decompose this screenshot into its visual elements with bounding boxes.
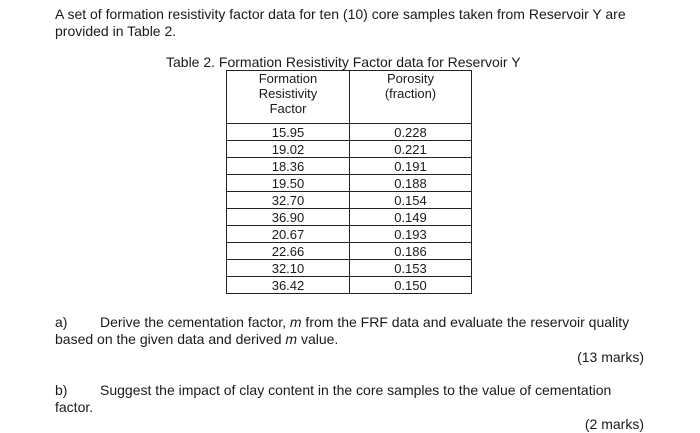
porosity-cell: 0.150 <box>350 277 472 294</box>
frf-cell: 19.50 <box>227 175 350 192</box>
porosity-cell: 0.153 <box>350 260 472 277</box>
question-b-label: b) <box>55 382 68 398</box>
intro-paragraph <box>55 6 626 40</box>
question-a-line-1 <box>55 314 629 331</box>
question-b-text: Suggest the impact of clay content in the core samples to the value of cementation <box>100 382 612 398</box>
table-row <box>227 209 472 226</box>
question-a-label: a) <box>55 314 68 330</box>
frf-cell: 36.90 <box>227 209 350 226</box>
table-row <box>227 192 472 209</box>
variable-m: m <box>285 331 298 347</box>
porosity-cell: 0.149 <box>350 209 472 226</box>
porosity-cell: 0.221 <box>350 141 472 158</box>
table-row <box>227 175 472 192</box>
frf-cell: 18.36 <box>227 158 350 175</box>
header-line: Porosity <box>387 71 434 86</box>
header-line: Resistivity <box>258 86 318 101</box>
table-row <box>227 243 472 260</box>
porosity-cell: 0.228 <box>350 124 472 141</box>
table-row <box>227 226 472 243</box>
porosity-cell: 0.186 <box>350 243 472 260</box>
question-a-text: from the FRF data and evaluate the reservoir quality <box>301 314 630 330</box>
question-a-marks: (13 marks) <box>577 349 644 365</box>
porosity-cell: 0.193 <box>350 226 472 243</box>
frf-cell: 19.02 <box>227 141 350 158</box>
frf-table <box>226 70 472 294</box>
intro-line-1: A set of formation resistivity factor data for ten (10) core samples taken from Reservoir Y are <box>55 6 626 22</box>
frf-cell: 36.42 <box>227 277 350 294</box>
header-line: (fraction) <box>384 86 437 101</box>
header-line: Factor <box>269 101 307 116</box>
question-a-text: Derive the cementation factor, <box>100 314 290 330</box>
header-formation-resistivity-factor <box>227 71 350 124</box>
frf-cell: 15.95 <box>227 124 350 141</box>
question-b-marks: (2 marks) <box>584 416 644 432</box>
table-row <box>227 124 472 141</box>
header-porosity <box>350 71 472 124</box>
header-line: Formation <box>258 71 318 86</box>
intro-line-2: provided in Table 2. <box>55 23 177 39</box>
frf-cell: 32.10 <box>227 260 350 277</box>
variable-m: m <box>289 314 302 330</box>
question-a-text: based on the given data and derived <box>55 331 286 347</box>
table-caption: Table 2. Formation Resistivity Factor data for Reservoir Y <box>166 54 521 70</box>
question-b-line-2: factor. <box>55 399 94 415</box>
table-row <box>227 141 472 158</box>
table-row <box>227 277 472 294</box>
table-header-row <box>227 71 472 124</box>
table-row <box>227 260 472 277</box>
porosity-cell: 0.154 <box>350 192 472 209</box>
frf-cell: 22.66 <box>227 243 350 260</box>
frf-cell: 32.70 <box>227 192 350 209</box>
porosity-cell: 0.188 <box>350 175 472 192</box>
question-a-line-2 <box>55 331 338 348</box>
porosity-cell: 0.191 <box>350 158 472 175</box>
frf-cell: 20.67 <box>227 226 350 243</box>
table-row <box>227 158 472 175</box>
question-b-line-1 <box>55 382 611 399</box>
question-a-text: value. <box>297 331 339 347</box>
